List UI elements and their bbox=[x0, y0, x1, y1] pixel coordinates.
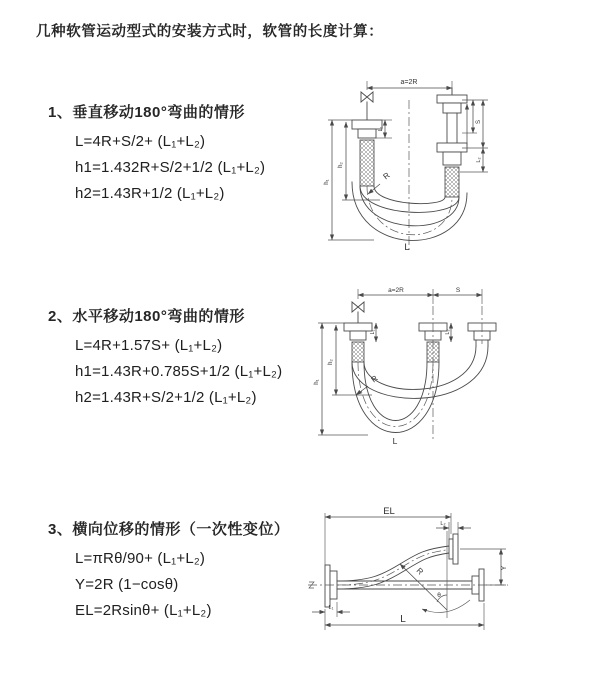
section-lateral-displacement bbox=[48, 520, 289, 618]
dim-label-h2: h₂ bbox=[328, 359, 334, 365]
dim-label-stroke: S bbox=[455, 287, 461, 294]
section-horizontal-movement bbox=[48, 307, 282, 405]
radius-label: R bbox=[414, 566, 425, 577]
formula-length: L=4R+S/2+ (L₁+L₂) bbox=[75, 133, 206, 150]
angle-label: θ bbox=[437, 592, 441, 599]
span-dimension bbox=[367, 79, 452, 94]
valve-icon bbox=[352, 302, 364, 323]
hose-bend bbox=[352, 346, 488, 433]
radius-label: R bbox=[369, 373, 380, 385]
fit-left-dimension bbox=[312, 602, 350, 617]
dim-label-fit-left: L₁ bbox=[378, 126, 384, 132]
left-hose-end bbox=[344, 323, 372, 362]
dim-label-length: L bbox=[400, 614, 406, 625]
dim-label-fit-left: L₁ bbox=[370, 329, 376, 335]
radius-label: R bbox=[381, 170, 392, 182]
dim-label-fit-right: L₂ bbox=[445, 329, 451, 335]
dim-label-stroke: S bbox=[476, 119, 482, 125]
section1-heading: 1、垂直移动180°弯曲的情形 bbox=[48, 104, 245, 121]
diagram-horizontal-180-bend bbox=[308, 282, 600, 454]
dim-label-offset: Y bbox=[501, 565, 508, 571]
section3-heading: 3、横向位移的情形（一次性变位） bbox=[48, 521, 290, 538]
length-label: L bbox=[392, 436, 398, 446]
dim-label-el: EL bbox=[383, 506, 395, 517]
section2-heading: 2、水平移动180°弯曲的情形 bbox=[48, 308, 245, 325]
angle-construction bbox=[400, 531, 470, 618]
dim-label-fit-right: L₂ bbox=[440, 521, 446, 527]
left-hose-end bbox=[309, 565, 337, 607]
page-title: 几种软管运动型式的安装方式时，软管的长度计算： bbox=[36, 24, 384, 40]
formula-h1: h1=1.43R+0.785S+1/2 (L₁+L₂) bbox=[75, 363, 283, 380]
valve-icon bbox=[361, 92, 373, 120]
dim-label-span: a=2R bbox=[388, 287, 404, 294]
dim-label-h1: h₁ bbox=[324, 179, 330, 185]
span-dimension bbox=[358, 287, 482, 304]
formula-y: Y=2R (1−cosθ) bbox=[75, 576, 179, 593]
diagram-vertical-180-bend bbox=[312, 70, 597, 260]
dim-label-h1: h₁ bbox=[314, 379, 320, 385]
right-hose-end bbox=[437, 88, 467, 197]
formula-length: L=4R+1.57S+ (L₁+L₂) bbox=[75, 337, 223, 354]
formula-el: EL=2Rsinθ+ (L₁+L₂) bbox=[75, 602, 212, 619]
formula-h2: h2=1.43R+S/2+1/2 (L₁+L₂) bbox=[75, 389, 257, 406]
stroke-dimension bbox=[460, 100, 488, 172]
dim-label-h2: h₂ bbox=[338, 162, 344, 168]
formula-length: L=πRθ/90+ (L₁+L₂) bbox=[75, 550, 206, 567]
dim-label-fit-right: L₂ bbox=[476, 157, 482, 163]
formula-h1: h1=1.432R+S/2+1/2 (L₁+L₂) bbox=[75, 159, 266, 176]
length-label: L bbox=[404, 242, 410, 253]
formula-h2: h2=1.43R+1/2 (L₁+L₂) bbox=[75, 185, 225, 202]
section-vertical-movement bbox=[48, 103, 265, 201]
dim-label-fit-left: L₁ bbox=[328, 605, 334, 611]
dim-label-span: a=2R bbox=[400, 79, 418, 86]
diagram-lateral-displacement bbox=[300, 505, 600, 640]
